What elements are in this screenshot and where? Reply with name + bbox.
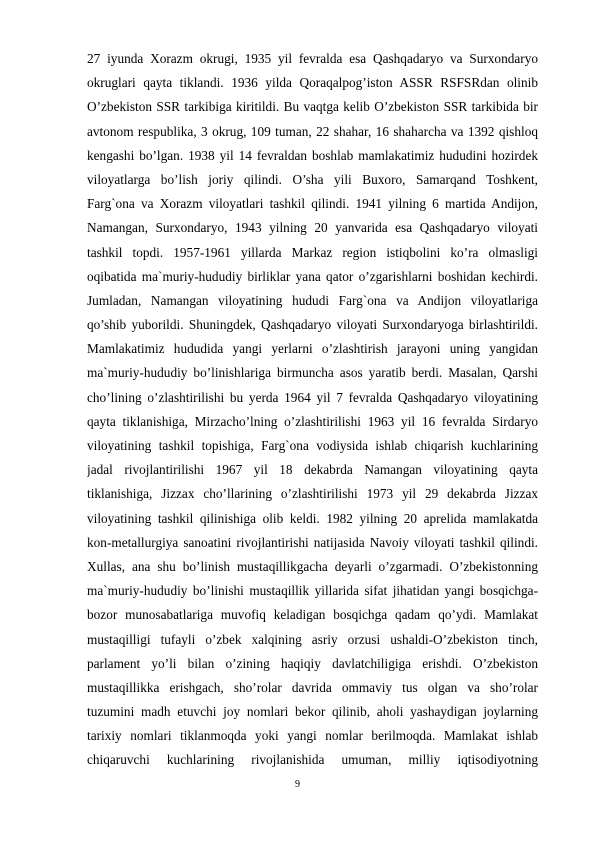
text-line: ma`muriy-hududiy bo’linishlariga birmuncha asos yaratib berdi. Masalan, Qarshi — [87, 365, 538, 381]
text-line: Farg`ona va Xorazm viloyatlari tashkil qilindi. 1941 yilning 6 martida Andijon, — [87, 196, 538, 212]
text-line: 27 iyunda Xorazm okrugi, 1935 yil fevralda esa Qashqadaryo va Surxondaryo — [87, 51, 538, 66]
text-line: O’zbekiston SSR tarkibiga kiritildi. Bu vaqtga kelib O’zbekiston SSR tarkibida bir — [87, 99, 538, 115]
text-line: ma`muriy-hududiy bo’linishi mustaqillik yillarida sifat jihatidan yangi bosqichga- — [87, 583, 538, 599]
text-line: bozor munosabatlariga muvofiq keladigan bosqichga qadam qo’ydi. Mamlakat — [87, 607, 538, 623]
text-line: qo’shib yuborildi. Shuningdek, Qashqadaryo viloyati Surxondaryoga birlashtirildi. — [87, 317, 538, 333]
text-line: cho’lining o’zlashtirilishi bu yerda 1964 yil 7 fevralda Qashqadaryo viloyatining — [87, 389, 538, 405]
text-line: jadal rivojlantirilishi 1967 yil 18 dekabrda Namangan viloyatining qayta — [87, 462, 538, 478]
text-line: Mamlakatimiz hududida yangi yerlarni o’zlashtirish jarayoni uning yangidan — [87, 341, 538, 357]
text-line: avtonom respublika, 3 okrug, 109 tuman, 22 shahar, 16 shaharcha va 1392 qishloq — [87, 123, 538, 139]
text-line: qayta tiklanishiga, Mirzacho’lning o’zlashtirilishi 1963 yil 16 fevralda Sirdaryo — [87, 413, 538, 429]
text-line: Xullas, ana shu bo’linish mustaqillikgacha deyarli o’zgarmadi. O’zbekistonning — [87, 558, 538, 574]
text-line: kon-metallurgiya sanoatini rivojlantirishi natijasida Navoiy viloyati tashkil qilindi. — [87, 534, 538, 550]
text-line: tuzumini madh etuvchi joy nomlari bekor qilinib, aholi yashaydigan joylarning — [87, 704, 538, 720]
text-line: oqibatida ma`muriy-hududiy birliklar yana qator o’zgarishlarni boshidan kechirdi. — [87, 268, 538, 284]
text-line: viloyatining tashkil qilinishiga olib keldi. 1982 yilning 20 aprelida mamlakatda — [87, 510, 538, 526]
page-number: 9 — [295, 779, 300, 790]
text-line: viloyatining tashkil topishiga, Farg`ona vodiysida ishlab chiqarish kuchlarining — [87, 438, 538, 453]
text-line: mustaqilligi tufayli o’zbek xalqining asriy orzusi ushaldi-O’zbekiston tinch, — [87, 631, 538, 647]
text-line: kengashi bo’lgan. 1938 yil 14 fevraldan boshlab mamlakatimiz hududini hozirdek — [87, 147, 538, 163]
text-line: tashkil topdi. 1957-1961 yillarda Markaz region istiqbolini ko’ra olmasligi — [87, 244, 538, 260]
text-line: chiqaruvchi kuchlarining rivojlanishida umuman, milliy iqtisodiyotning — [87, 752, 538, 768]
text-line: tarixiy nomlari tiklanmoqda yoki yangi nomlar berilmoqda. Mamlakat ishlab — [87, 728, 538, 744]
text-line: tiklanishiga, Jizzax cho’llarining o’zlashtirilishi 1973 yil 29 dekabrda Jizzax — [87, 486, 538, 502]
text-line: okruglari qayta tiklandi. 1936 yilda Qoraqalpog’iston ASSR RSFSRdan olinib — [87, 75, 538, 91]
text-line: mustaqillikka erishgach, sho’rolar davrida ommaviy tus olgan va sho’rolar — [87, 679, 538, 695]
body-text — [87, 47, 538, 773]
text-line: Jumladan, Namangan viloyatining hududi Farg`ona va Andijon viloyatlariga — [87, 292, 538, 308]
text-line: Namangan, Surxondaryo, 1943 yilning 20 yanvarida esa Qashqadaryo viloyati — [87, 220, 538, 236]
text-line: parlament yo’li bilan o’zining haqiqiy davlatchiligiga erishdi. O’zbekiston — [87, 655, 538, 671]
text-line: viloyatlarga bo’lish joriy qilindi. O’sha yili Buxoro, Samarqand Toshkent, — [87, 171, 538, 187]
